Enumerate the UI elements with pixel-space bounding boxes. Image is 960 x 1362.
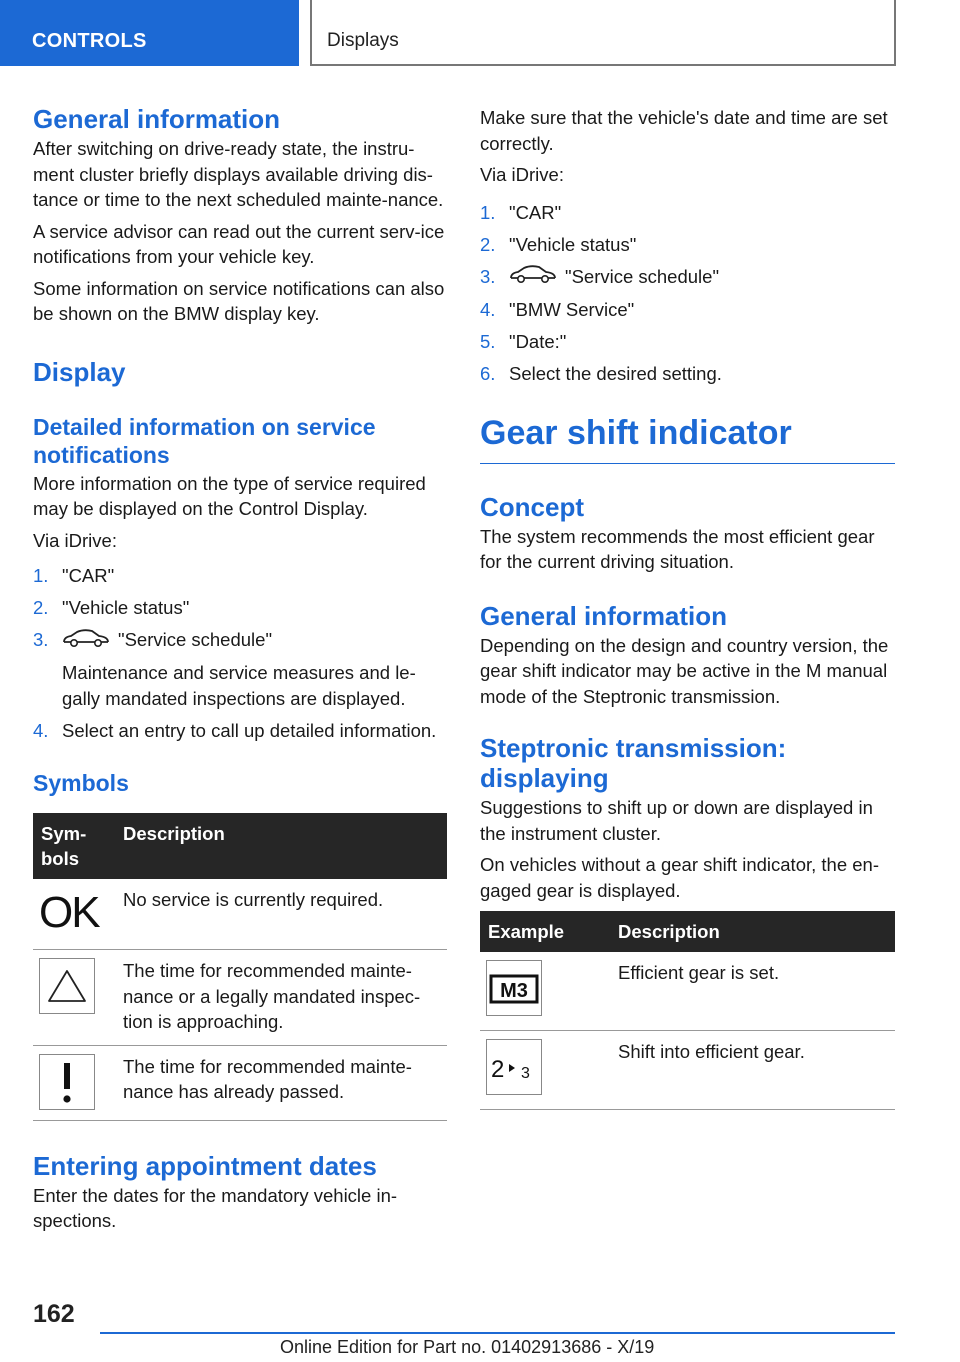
list-item: 1. "CAR" — [480, 201, 562, 223]
section-tab[interactable] — [310, 0, 896, 66]
ok-icon: OK — [39, 888, 99, 938]
symbols-table — [33, 813, 447, 1121]
table-header-description: Description — [610, 911, 895, 952]
m3-gear-icon — [486, 960, 542, 1016]
appointment-dates-heading: Entering appointment dates — [33, 1150, 377, 1181]
list-item: 1. "CAR" — [33, 565, 115, 586]
detailed-info-paragraph: More information on the type of service required may be displayed on the Control Display. — [33, 472, 426, 519]
table-row: OK No service is currently required. — [33, 879, 447, 950]
footer-divider — [100, 1332, 895, 1334]
table-row: The time for recommended mainte-nance has already passed. — [33, 1045, 447, 1120]
svg-text:2: 2 — [491, 1056, 505, 1084]
appointment-dates-paragraph: Enter the dates for the mandatory vehicle in-spections. — [33, 1184, 398, 1232]
via-idrive-label: Via iDrive: — [33, 529, 117, 551]
right-column — [480, 105, 895, 1110]
display-heading: Display — [33, 356, 126, 387]
chapter-label: CONTROLS — [32, 30, 147, 52]
general-info-paragraph-1: After switching on drive-ready state, the instru-ment cluster briefly displays available driving dis-tance or time to the next scheduled mainte-nance. — [33, 138, 444, 210]
concept-paragraph: The system recommends the most efficient gear for the current driving situation. — [480, 525, 875, 573]
svg-text:M3: M3 — [500, 980, 528, 1003]
edition-footer: Online Edition for Part no. 01402913686 - X/19 — [280, 1337, 655, 1357]
car-icon — [509, 264, 557, 291]
chapter-tab[interactable] — [0, 0, 299, 66]
date-steps-list — [480, 200, 895, 387]
exclamation-icon — [39, 1054, 95, 1110]
list-item: 2. "Vehicle status" — [480, 233, 637, 255]
symbols-heading: Symbols — [33, 770, 129, 797]
left-column — [33, 96, 447, 1234]
steptronic-paragraph-1: Suggestions to shift up or down are displayed in the instrument cluster. — [480, 797, 873, 844]
list-item: 2. "Vehicle status" — [33, 597, 190, 618]
general-info-heading-2: General information — [480, 600, 728, 631]
list-item: 4. Select an entry to call up detailed information. — [33, 719, 437, 741]
steptronic-heading: Steptronic transmission: displaying — [480, 733, 787, 794]
gear-shift-indicator-heading: Gear shift indicator — [480, 413, 895, 464]
general-info-paragraph-2: A service advisor can read out the current serv-ice notifications from your vehicle key. — [33, 220, 445, 267]
warning-triangle-icon — [39, 958, 95, 1014]
car-icon — [62, 628, 110, 655]
table-header-description: Description — [115, 813, 447, 879]
table-header-example: Example — [480, 911, 610, 952]
page-number: 162 — [33, 1300, 75, 1328]
detailed-info-heading: Detailed information on service notifications — [33, 413, 376, 468]
section-label: Displays — [327, 30, 399, 51]
table-row: 2 3 Shift into efficient gear. — [480, 1031, 895, 1110]
via-idrive-label: Via iDrive: — [480, 164, 564, 185]
concept-heading: Concept — [480, 491, 584, 522]
date-time-paragraph: Make sure that the vehicle's date and time are set correctly. — [480, 107, 888, 154]
service-steps-list — [33, 563, 447, 743]
table-row: M3 Efficient gear is set. — [480, 952, 895, 1031]
general-info-paragraph-3: Some information on service notifications can also be shown on the BMW display key. — [33, 277, 445, 324]
list-item: 5. "Date:" — [480, 331, 567, 353]
list-item: 6. Select the desired setting. — [480, 363, 722, 385]
list-item: 4. "BMW Service" — [480, 299, 635, 321]
general-info-heading: General information — [33, 104, 281, 134]
list-item: 3. "Service schedule" Maintenance and service measures and le-gally mandated inspections are displayed. — [33, 629, 416, 709]
steptronic-paragraph-2: On vehicles without a gear shift indicator, the en-gaged gear is displayed. — [480, 854, 879, 901]
gear-examples-table — [480, 911, 895, 1110]
general-info-paragraph-gear: Depending on the design and country version, the gear shift indicator may be active in the M manual mode of the Steptronic transmission. — [480, 634, 889, 707]
table-header-symbols: Sym-bols — [33, 813, 115, 879]
shift-2-to-3-icon — [486, 1039, 542, 1095]
list-item: 3. "Service schedule" — [480, 264, 895, 291]
table-row: The time for recommended mainte-nance or a legally mandated inspec-tion is approaching. — [33, 950, 447, 1046]
svg-text:3: 3 — [521, 1065, 530, 1083]
